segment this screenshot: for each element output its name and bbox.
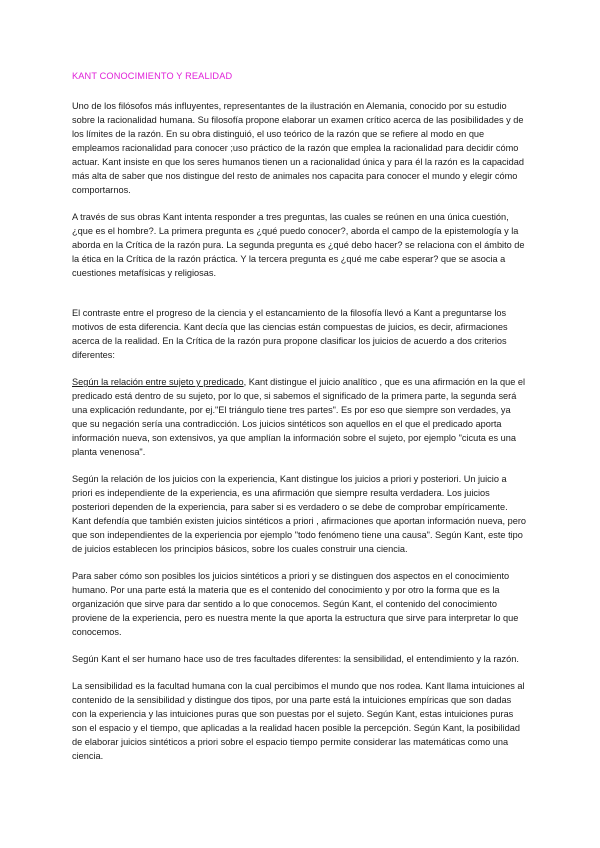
document-page xyxy=(72,70,528,776)
paragraph-synthetic-a-priori: Para saber cómo son posibles los juicios sintéticos a priori y se distinguen dos aspectos en el conocimiento humano. Por una parte está la materia que es el contenido del conocimiento y por otro la forma que es la organización que sirve para dar sentido a lo que conocemos. Según Kant, el contenido del conocimiento proviene de la experiencia, pero es nuestra mente la que aporta la estructura que sirve para interpretar lo que conocemos. xyxy=(72,571,519,637)
paragraph-experience: Según la relación de los juicios con la experiencia, Kant distingue los juicios a priori y posteriori. Un juicio a priori es independiente de la experiencia, es una afirmación que siempre resulta verdadera. Los juicios posteriori dependen de la experiencia, para saber si es verdadero o se debe de comprobar empíricamente. Kant defendía que también existen juicios sintéticos a priori , afirmaciones que aportan información nueva, pero que son independientes de la experiencia por ejemplo "todo fenómeno tiene una causa". Según Kant, este tipo de juicios establecen los principios básicos, sobre los cuales construir una ciencia. xyxy=(72,474,527,554)
underlined-heading: Según la relación entre sujeto y predicado xyxy=(72,377,244,387)
paragraph-subject-predicate xyxy=(72,375,528,459)
paragraph-three-faculties: Según Kant el ser humano hace uso de tres facultades diferentes: la sensibilidad, el entendimiento y la razón. xyxy=(72,654,519,664)
paragraph-subject-predicate-text: , Kant distingue el juicio analítico , que es una afirmación en la que el predicado está dentro de su sujeto, por lo que, si sabemos el significado de la primera parte, la segunda será una explicación redundante, por ej."El triángulo tiene tres partes". Es por eso que siempre son verdades, ya que su negación sería una contradicción. Los juicios sintéticos son aquellos en el que el predicado aporta información nueva, son extensivos, ya que amplían la información sobre el sujeto, por ejemplo "cicuta es una planta venenosa". xyxy=(72,377,526,457)
document-title: KANT CONOCIMIENTO Y REALIDAD xyxy=(72,71,233,81)
paragraph-intro: Uno de los filósofos más influyentes, representantes de la ilustración en Alemania, conocido por su estudio sobre la racionalidad humana. Su filosofía propone elaborar un examen crítico acerca de las posibilidades y de los límites de la razón. En su obra distinguió, el uso teórico de la razón que se refiere al modo en que empleamos racionalidad para conocer ;uso práctico de la razón que emplea la racionalidad para decidir cómo actuar. Kant insiste en que los seres humanos tienen un a racionalidad única y para él la razón es la capacidad más alta de saber que nos distingue del resto de animales nos capacita para conocer el mundo y elegir cómo comportarnos. xyxy=(72,101,525,195)
paragraph-science-contrast: El contraste entre el progreso de la ciencia y el estancamiento de la filosofía llevó a Kant a preguntarse los motivos de esta diferencia. Kant decía que las ciencias están compuestas de juicios, es decir, afirmaciones acerca de la realidad. En la Crítica de la razón pura propone clasificar los juicios de acuerdo a dos criterios diferentes: xyxy=(72,308,508,360)
paragraph-three-questions: A través de sus obras Kant intenta responder a tres preguntas, las cuales se reúnen en una única cuestión, ¿que es el hombre?. La primera pregunta es ¿qué puedo conocer?, aborda el campo de la epistemología y la aborda en la Crítica de la razón pura. La segunda pregunta es ¿qué debo hacer? se relaciona con el ámbito de la ética en la Crítica de la razón práctica. Y la tercera pregunta es ¿qué me cabe esperar? que se asocia a cuestiones metafísicas y religiosas. xyxy=(72,212,525,278)
paragraph-sensibility: La sensibilidad es la facultad humana con la cual percibimos el mundo que nos rodea. Kant llama intuiciones al contenido de la sensibilidad y distingue dos tipos, por una parte está la intuiciones empíricas que son dadas con la experiencia y las intuiciones puras que son puestas por el sujeto. Según Kant, estas intuiciones puras son el espacio y el tiempo, que aplicadas a la realidad hacen posible la percepción. Según Kant, la posibilidad de elaborar juicios sintéticos a priori sobre el espacio tiempo permite considerar las matemáticas como una ciencia. xyxy=(72,681,525,761)
